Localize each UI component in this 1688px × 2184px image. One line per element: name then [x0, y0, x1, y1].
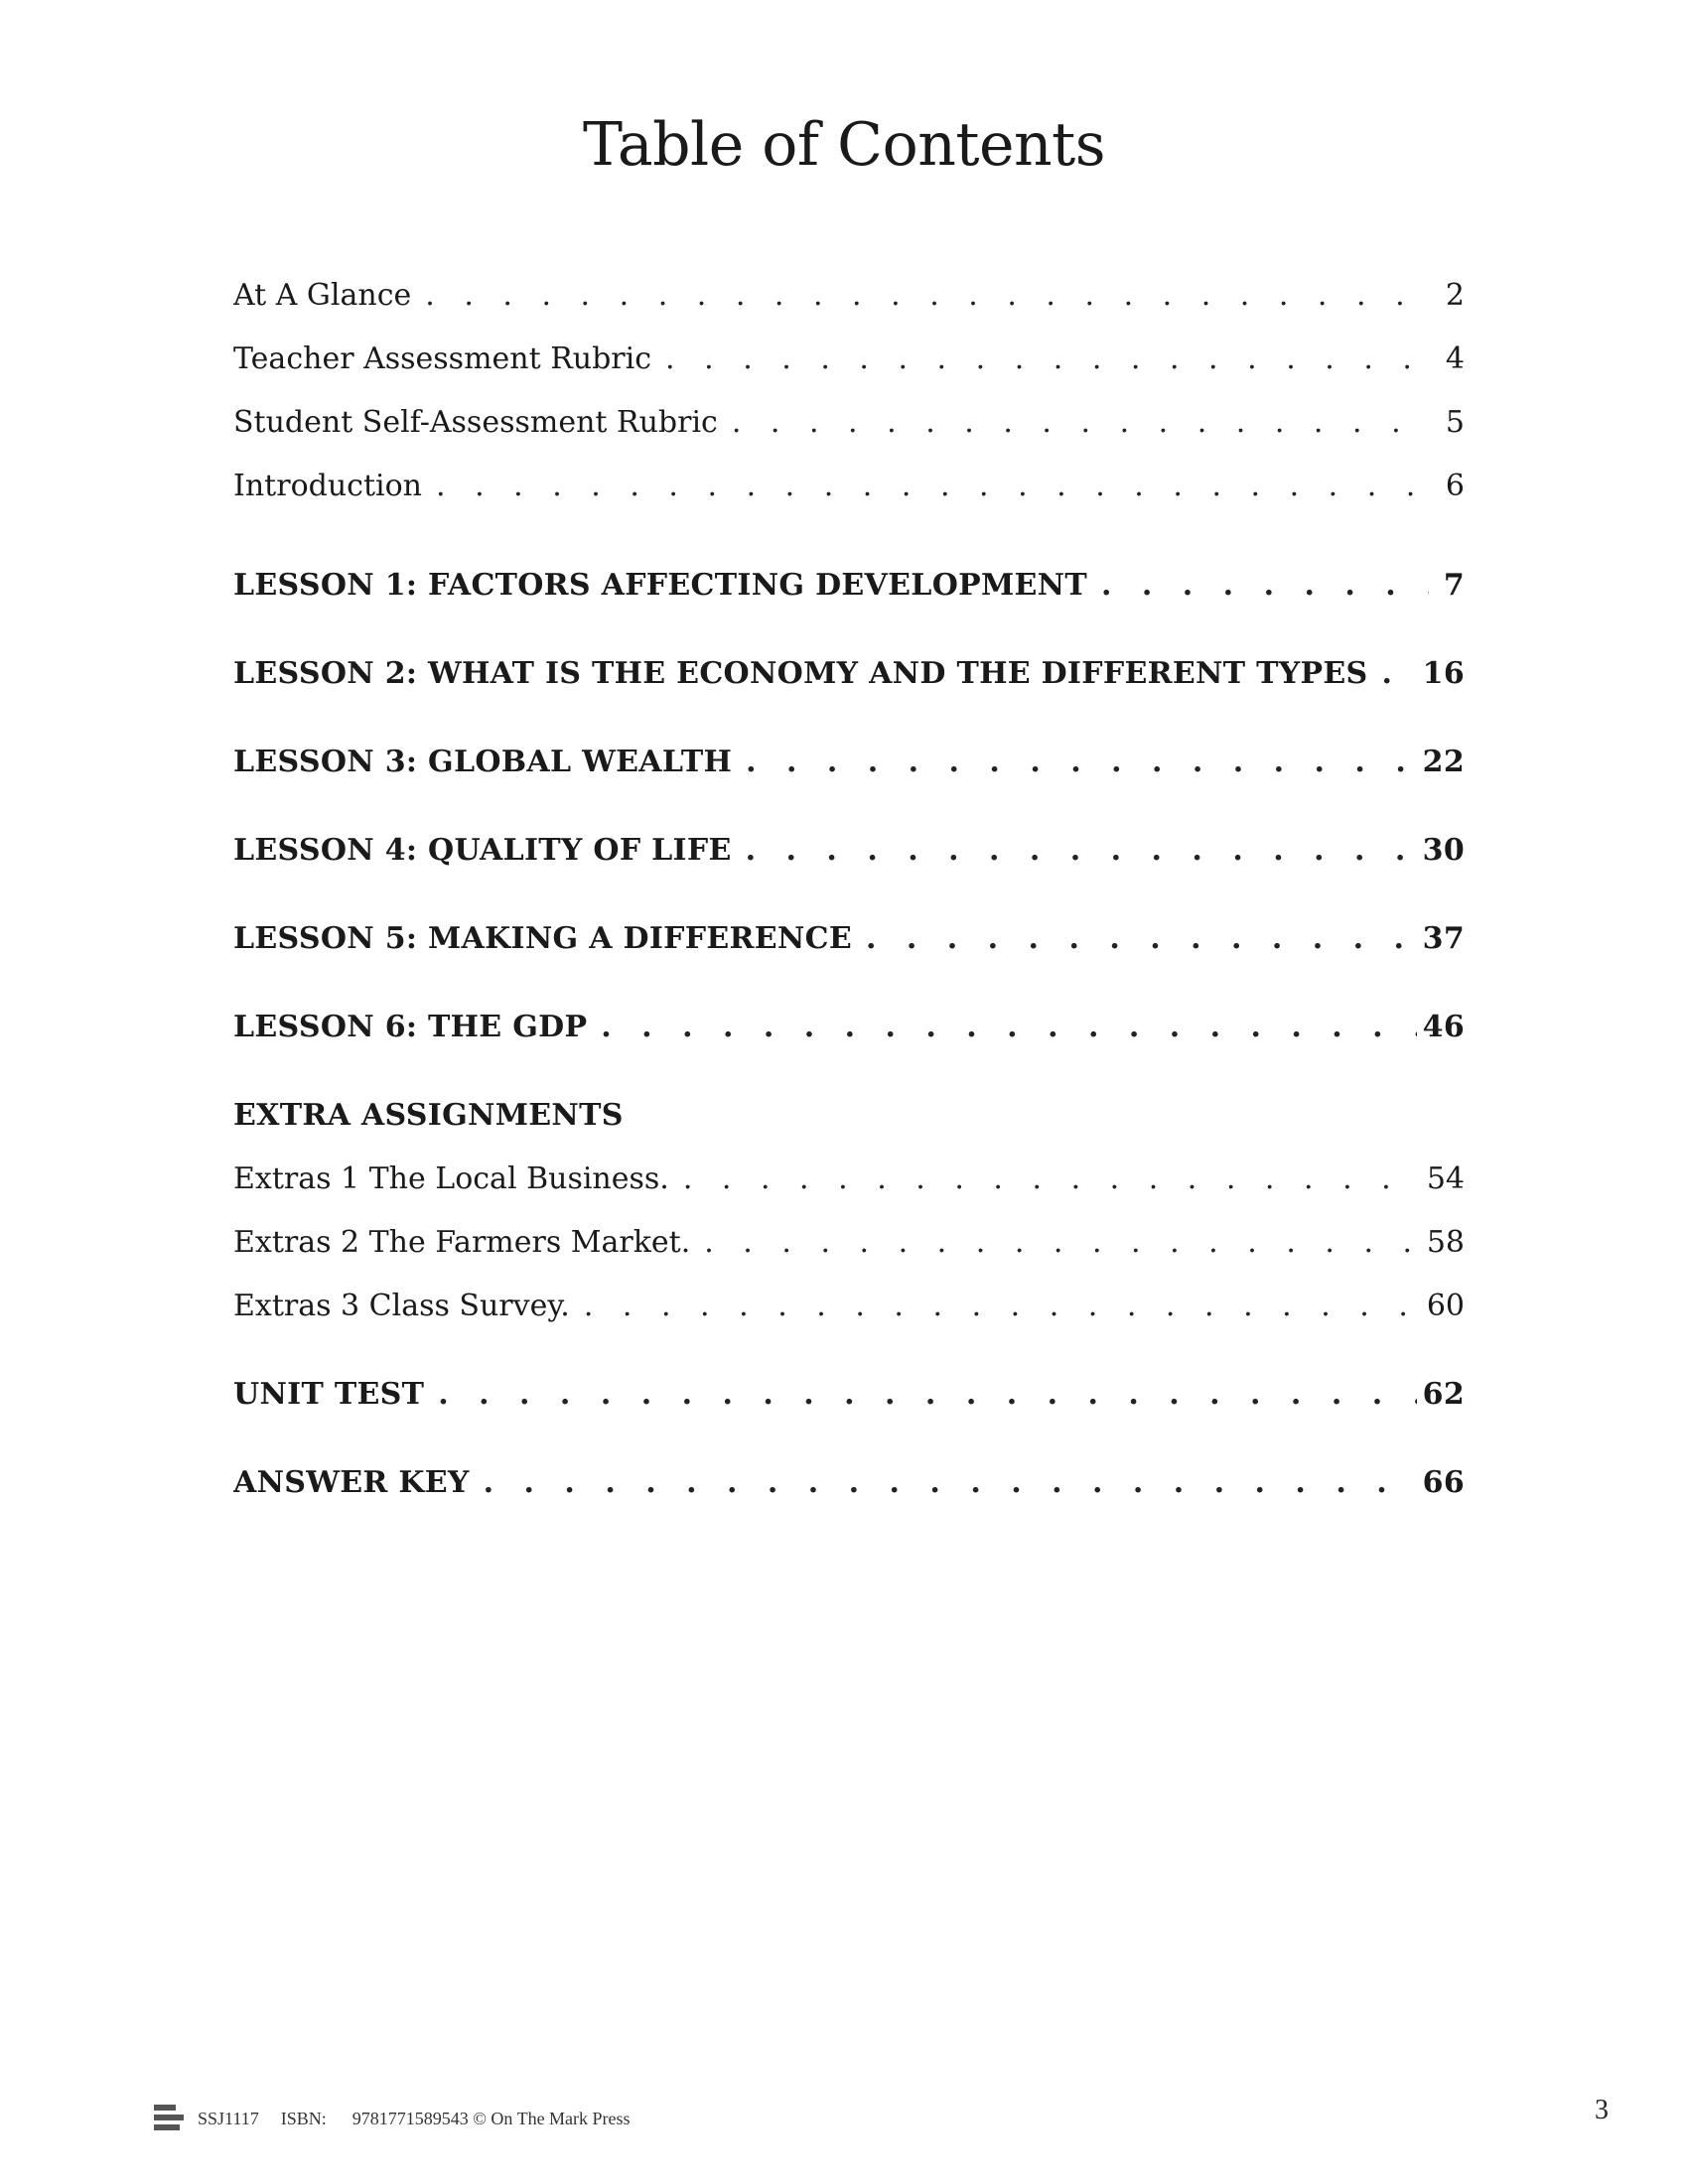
dot-leader: [732, 401, 1429, 445]
toc-entry-page: 16: [1422, 656, 1465, 691]
toc-entry-lesson-2[interactable]: [233, 652, 1465, 696]
dot-leader: [584, 1285, 1421, 1328]
dot-leader: [484, 1461, 1417, 1505]
toc-entry-label: At A Glance: [233, 278, 412, 313]
toc-entry-page: 60: [1426, 1289, 1465, 1323]
toc-entry-page: 2: [1445, 278, 1465, 313]
toc-entry-label: LESSON 5: MAKING A DIFFERENCE: [233, 921, 852, 956]
dot-leader: [704, 1221, 1421, 1265]
toc-entry-label: ANSWER KEY: [233, 1465, 470, 1500]
isbn-label: ISBN:: [280, 2108, 327, 2128]
toc-entry-extras-3[interactable]: [233, 1285, 1465, 1328]
dot-leader: [746, 741, 1417, 784]
toc-entry-label: Introduction: [233, 469, 422, 503]
toc-entry-answer-key[interactable]: [233, 1461, 1465, 1505]
toc-entry-label: Extras 3 Class Survey.: [233, 1289, 570, 1323]
toc-entry-lesson-3[interactable]: [233, 741, 1465, 784]
product-code: SSJ1117: [198, 2108, 259, 2128]
toc-entry-page: 54: [1426, 1161, 1465, 1196]
toc-entry-page: 66: [1422, 1465, 1465, 1500]
toc-entry-page: 62: [1422, 1377, 1465, 1412]
isbn-value: 9781771589543 © On The Mark Press: [352, 2108, 631, 2128]
toc-entry-label: LESSON 3: GLOBAL WEALTH: [233, 745, 733, 779]
toc-entry-page: 58: [1426, 1225, 1465, 1260]
toc-entry-label: LESSON 1: FACTORS AFFECTING DEVELOPMENT: [233, 568, 1088, 603]
toc-entry-page: 22: [1422, 745, 1465, 779]
toc-entry-label: LESSON 6: THE GDP: [233, 1010, 588, 1044]
dot-leader: [601, 1006, 1416, 1049]
page-number: 3: [1595, 2095, 1609, 2125]
dot-leader: [1381, 652, 1416, 696]
page-footer: [154, 2105, 631, 2132]
toc-entry-page: 46: [1422, 1010, 1465, 1044]
toc-entry-introduction[interactable]: [233, 465, 1465, 508]
toc-entry-page: 4: [1445, 341, 1465, 376]
toc-entry-at-a-glance[interactable]: [233, 274, 1465, 318]
toc-entry-page: 6: [1445, 469, 1465, 503]
toc-entry-lesson-5[interactable]: [233, 917, 1465, 961]
dot-leader: [683, 1158, 1421, 1201]
toc-entry-lesson-1[interactable]: [233, 564, 1465, 608]
dot-leader: [1101, 564, 1429, 608]
dot-leader: [866, 917, 1417, 961]
toc-entry-extras-1[interactable]: [233, 1158, 1465, 1201]
dot-leader: [436, 465, 1429, 508]
dot-leader: [665, 338, 1429, 381]
toc-entry-page: 7: [1443, 568, 1465, 603]
toc-entry-lesson-4[interactable]: [233, 829, 1465, 873]
toc-entry-extras-2[interactable]: [233, 1221, 1465, 1265]
toc-entry-unit-test[interactable]: [233, 1373, 1465, 1417]
toc-entry-label: UNIT TEST: [233, 1377, 425, 1412]
extra-assignments-heading: EXTRA ASSIGNMENTS: [233, 1098, 624, 1133]
dot-leader: [746, 829, 1417, 873]
dot-leader: [425, 274, 1429, 318]
toc-entry-student-rubric[interactable]: [233, 401, 1465, 445]
publisher-logo-icon: [154, 2105, 184, 2132]
toc-entry-label: LESSON 2: WHAT IS THE ECONOMY AND THE DIFFERENT TYPES: [233, 656, 1368, 691]
toc-entry-label: Extras 1 The Local Business.: [233, 1161, 669, 1196]
dot-leader: [438, 1373, 1416, 1417]
toc-entry-lesson-6[interactable]: [233, 1006, 1465, 1049]
page-title: Table of Contents: [582, 110, 1106, 180]
toc-entry-page: 30: [1422, 833, 1465, 868]
toc-entry-teacher-rubric[interactable]: [233, 338, 1465, 381]
toc-entry-page: 37: [1422, 921, 1465, 956]
toc-entry-label: Teacher Assessment Rubric: [233, 341, 652, 376]
toc-entry-page: 5: [1445, 405, 1465, 440]
toc-entry-label: Extras 2 The Farmers Market.: [233, 1225, 691, 1260]
toc-entry-label: LESSON 4: QUALITY OF LIFE: [233, 833, 732, 868]
toc-entry-label: Student Self-Assessment Rubric: [233, 405, 718, 440]
